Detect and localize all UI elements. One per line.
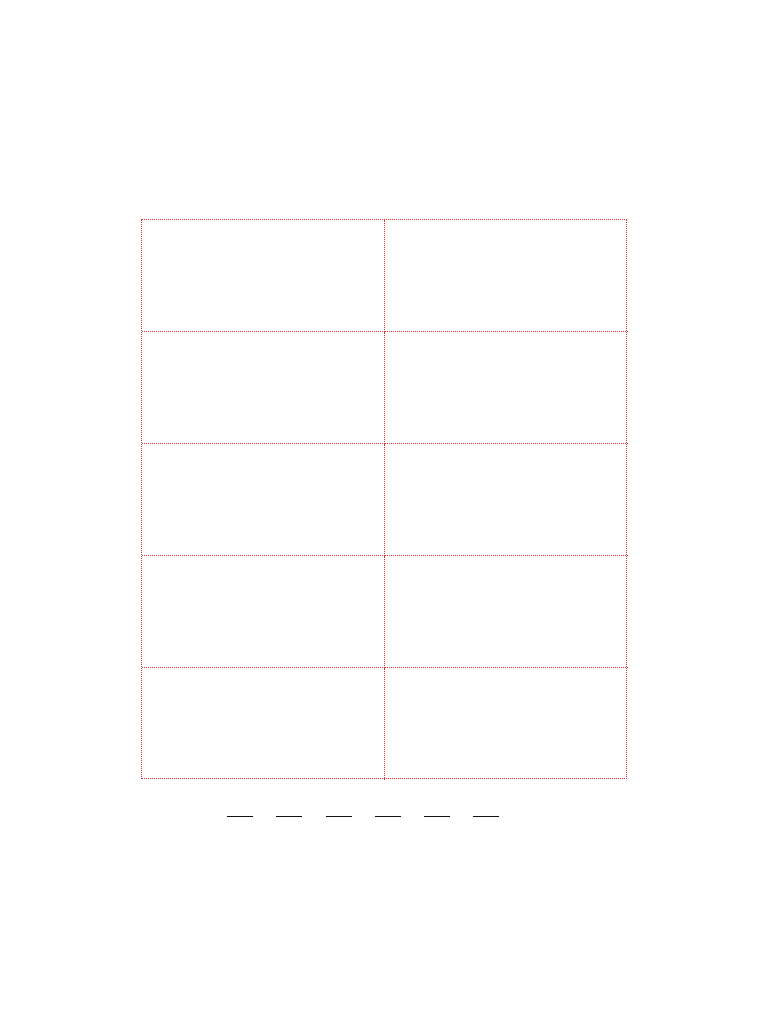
problem-cell-l: [385, 556, 628, 668]
problem-cell-r: [142, 220, 385, 332]
answer-blank-5[interactable]: [424, 816, 450, 817]
problem-cell-y: [385, 220, 628, 332]
problem-grid: [141, 219, 627, 779]
answer-blank-6[interactable]: [473, 816, 499, 817]
answer-blank-3[interactable]: [326, 816, 352, 817]
problem-cell-a: [142, 556, 385, 668]
answer-blank-1[interactable]: [227, 816, 253, 817]
problem-cell-m: [142, 332, 385, 444]
problem-cell-g: [385, 444, 628, 556]
answer-blank-2[interactable]: [276, 816, 302, 817]
problem-cell-p: [385, 332, 628, 444]
problem-cell-e: [142, 668, 385, 780]
problem-cell-o: [385, 668, 628, 780]
answer-blank-4[interactable]: [375, 816, 401, 817]
problem-cell-s: [142, 444, 385, 556]
